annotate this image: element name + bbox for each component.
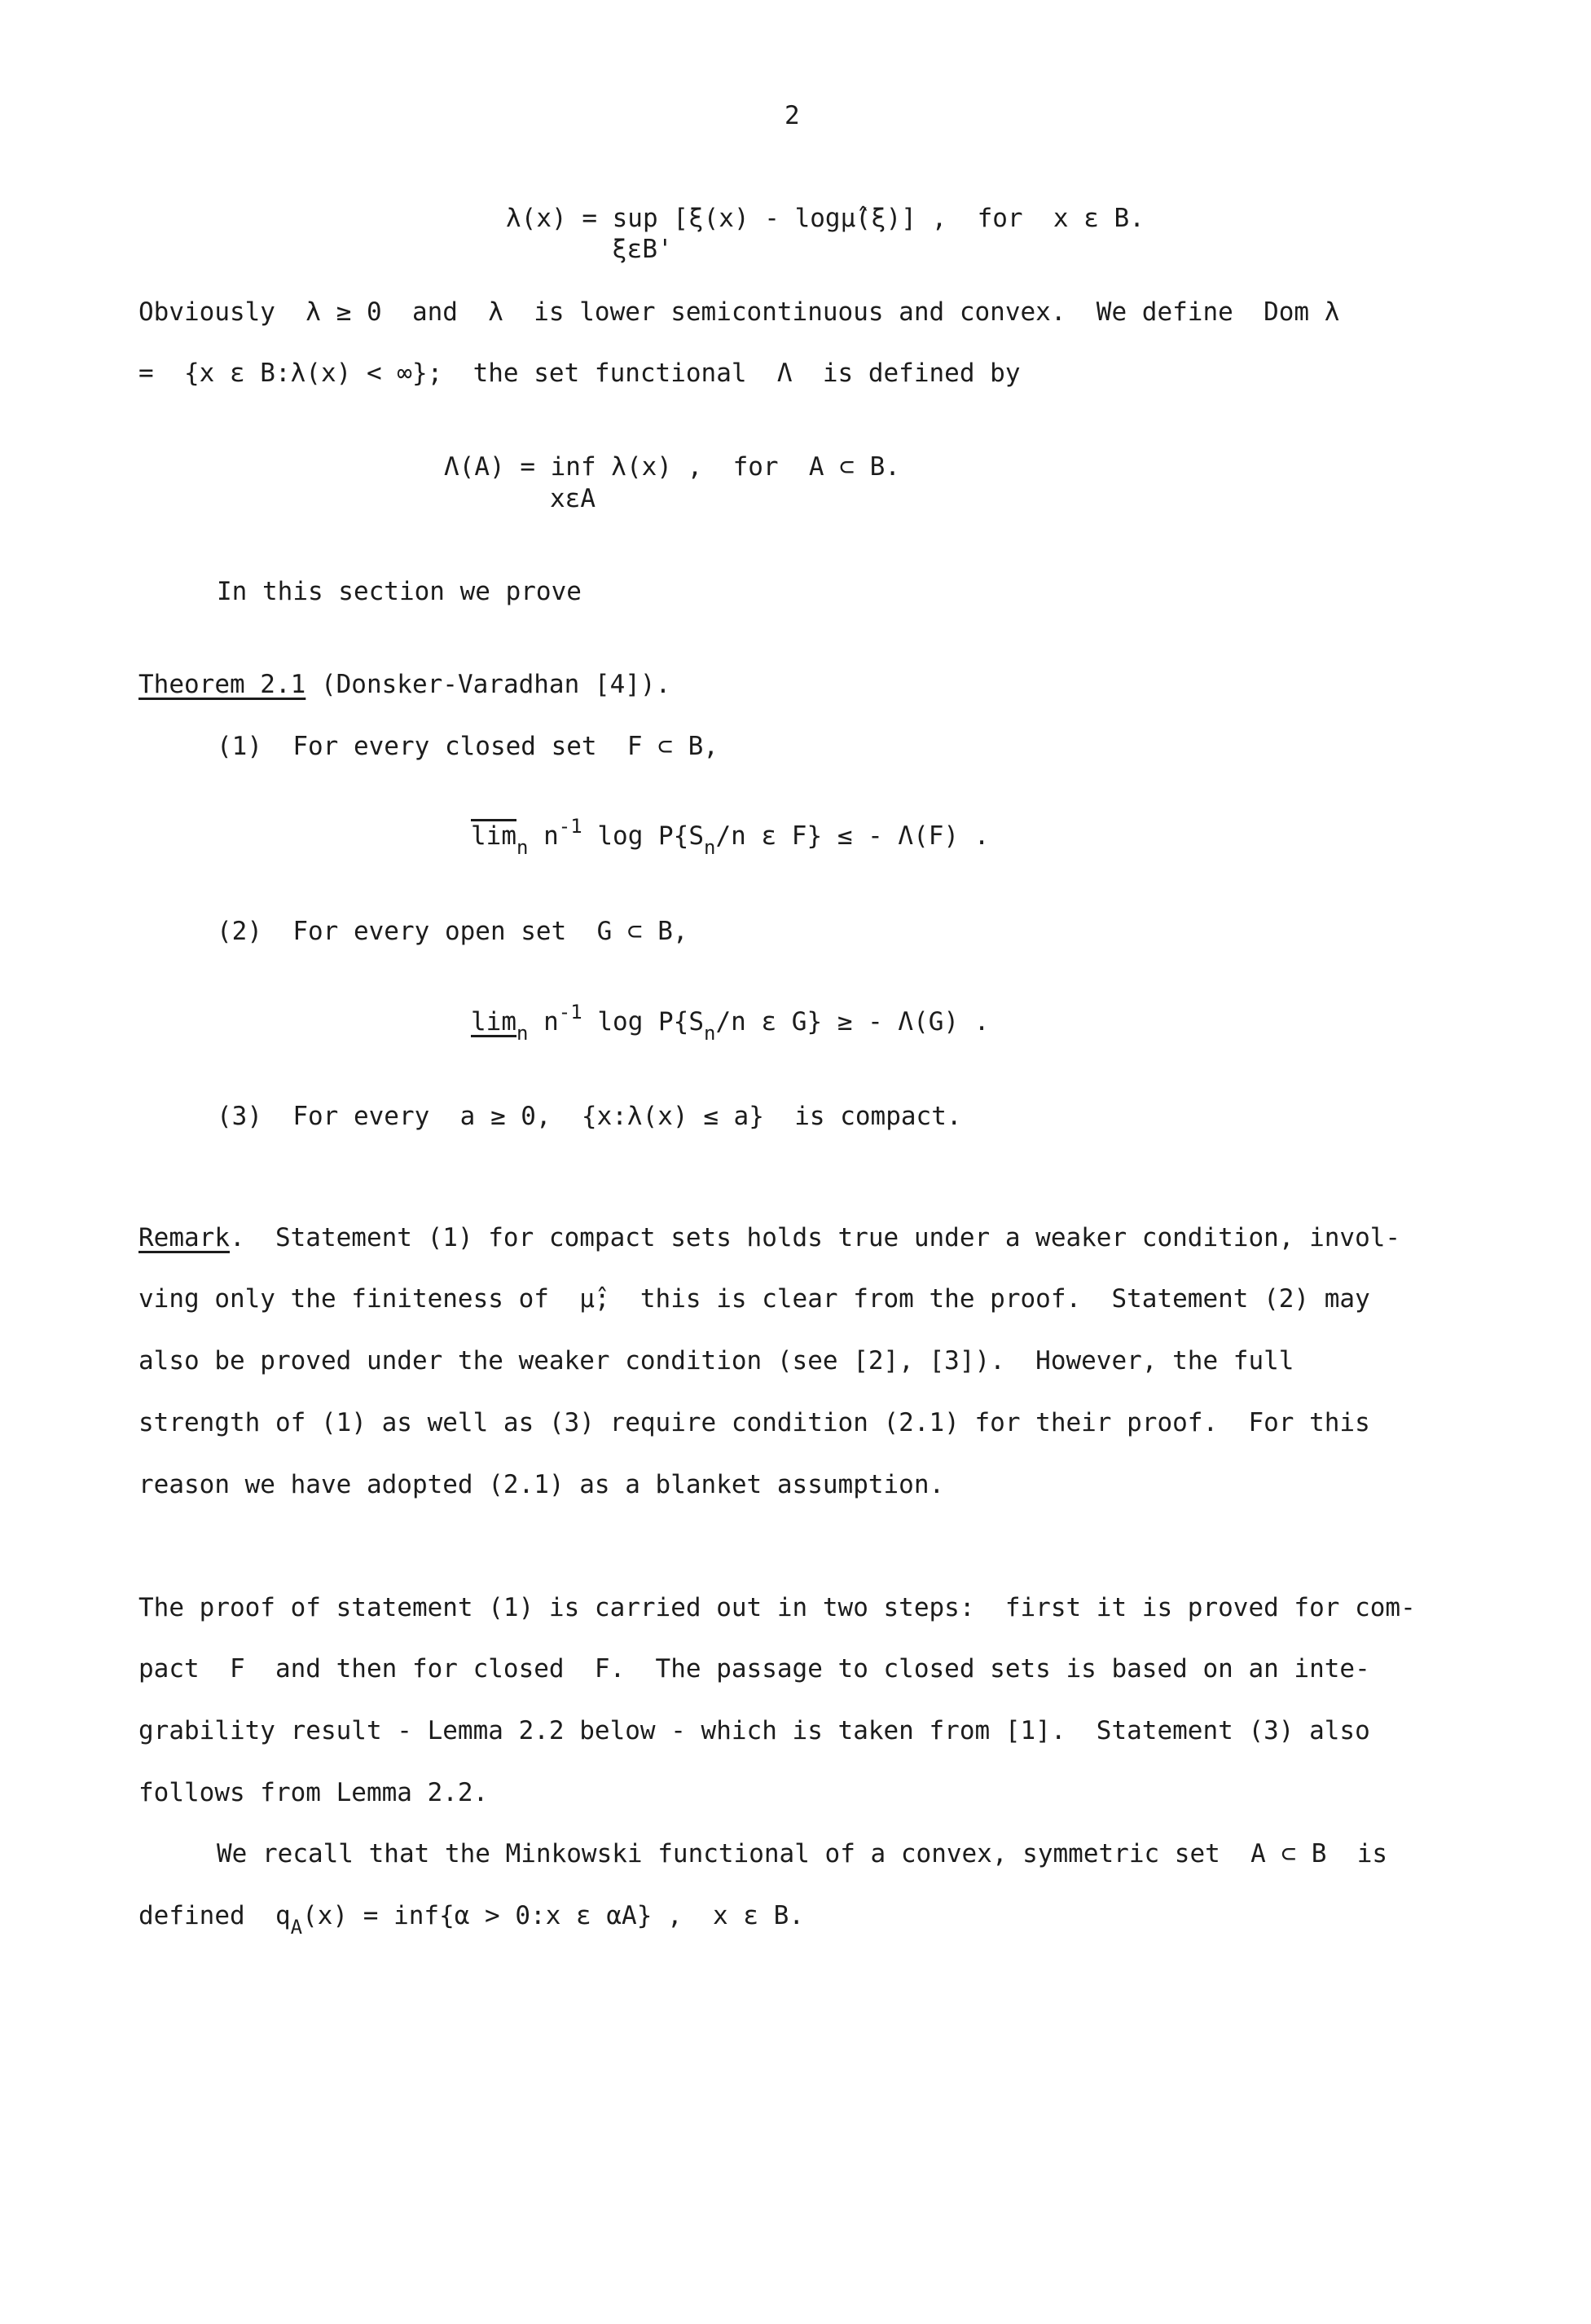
- eq1-n: n: [543, 821, 559, 851]
- remark-line5: reason we have adopted (2.1) as a blanket assumption.: [138, 1470, 945, 1499]
- limsup-symbol: $\overline{lim}$: [471, 821, 516, 851]
- para1-line2: = {x ε B:λ(x) < ∞}; the set functional Λ is defined by: [138, 359, 1021, 388]
- proof-line2: pact F and then for closed F. The passage to closed sets is based on an inte-: [138, 1654, 1370, 1684]
- minkowski-line2: [138, 1899, 804, 1939]
- eq1-log: log P{S: [582, 821, 705, 851]
- theorem-attribution: (Donsker-Varadhan [4]).: [305, 670, 671, 699]
- equation-Lambda-subscript: xεA: [550, 484, 596, 513]
- eq1-s-subscript: n: [704, 836, 716, 859]
- remark-line4: strength of (1) as well as (3) require condition (2.1) for their proof. For this: [138, 1408, 1370, 1437]
- proof-line1: The proof of statement (1) is carried out in two steps: first it is proved for com-: [138, 1593, 1416, 1622]
- liminf-symbol: lim: [471, 1007, 516, 1037]
- eq2-s-subscript: n: [704, 1022, 716, 1045]
- equation-lambda-rhs: (ξ)] , for x ε B.: [855, 204, 1145, 233]
- eq2-tail: /n ε G} ≥ - Λ(G) .: [715, 1007, 990, 1037]
- theorem-item-3: (3) For every a ≥ 0, {x:λ(x) ≤ a} is compact.: [217, 1102, 962, 1131]
- equation-lambda-lhs: λ(x) = sup [ξ(x) - log: [506, 204, 841, 233]
- intro-sentence: In this section we prove: [217, 577, 582, 606]
- proof-line3: grability result - Lemma 2.2 below - which is taken from [1]. Statement (3) also: [138, 1716, 1370, 1745]
- remark-line1: [138, 1221, 1400, 1254]
- minkowski-q-subscript: A: [290, 1916, 303, 1939]
- theorem-heading: [138, 668, 670, 701]
- equation-lambda: [506, 202, 1145, 235]
- minkowski-line2-start: defined q: [138, 1901, 291, 1930]
- theorem-equation-2: [471, 1001, 990, 1045]
- remark-line1-text: . Statement (1) for compact sets holds true under a weaker condition, invol-: [229, 1223, 1401, 1252]
- para1-line1: Obviously λ ≥ 0 and λ is lower semicontinuous and convex. We define Dom λ: [138, 297, 1340, 327]
- mu-hat-symbol: μ̂: [840, 204, 856, 233]
- minkowski-line1: We recall that the Minkowski functional of a convex, symmetric set A ⊂ B is: [217, 1839, 1388, 1868]
- remark-line2: ving only the finiteness of μ̂; this is clear from the proof. Statement (2) may: [138, 1284, 1370, 1314]
- minkowski-line2-end: (x) = inf{α > 0:x ε αA} , x ε B.: [302, 1901, 804, 1930]
- proof-line4: follows from Lemma 2.2.: [138, 1778, 489, 1807]
- eq2-exponent: -1: [558, 1001, 582, 1023]
- equation-Lambda: Λ(A) = inf λ(x) , for A ⊂ B.: [444, 452, 900, 482]
- theorem-label: Theorem 2.1: [138, 670, 306, 699]
- liminf-subscript: n: [516, 1022, 529, 1045]
- theorem-item-1: (1) For every closed set F ⊂ B,: [217, 732, 719, 761]
- remark-label: Remark: [138, 1223, 230, 1252]
- equation-lambda-subscript: ξεB': [612, 235, 673, 264]
- theorem-equation-1: [471, 815, 990, 859]
- remark-line3: also be proved under the weaker condition (see [2], [3]). However, the full: [138, 1346, 1294, 1375]
- eq2-log: log P{S: [582, 1007, 705, 1037]
- eq2-n: n: [543, 1007, 559, 1037]
- theorem-item-2: (2) For every open set G ⊂ B,: [217, 917, 688, 946]
- limsup-subscript: n: [516, 836, 529, 859]
- page-number: 2: [785, 101, 800, 130]
- eq1-tail: /n ε F} ≤ - Λ(F) .: [715, 821, 990, 851]
- eq1-exponent: -1: [558, 815, 582, 838]
